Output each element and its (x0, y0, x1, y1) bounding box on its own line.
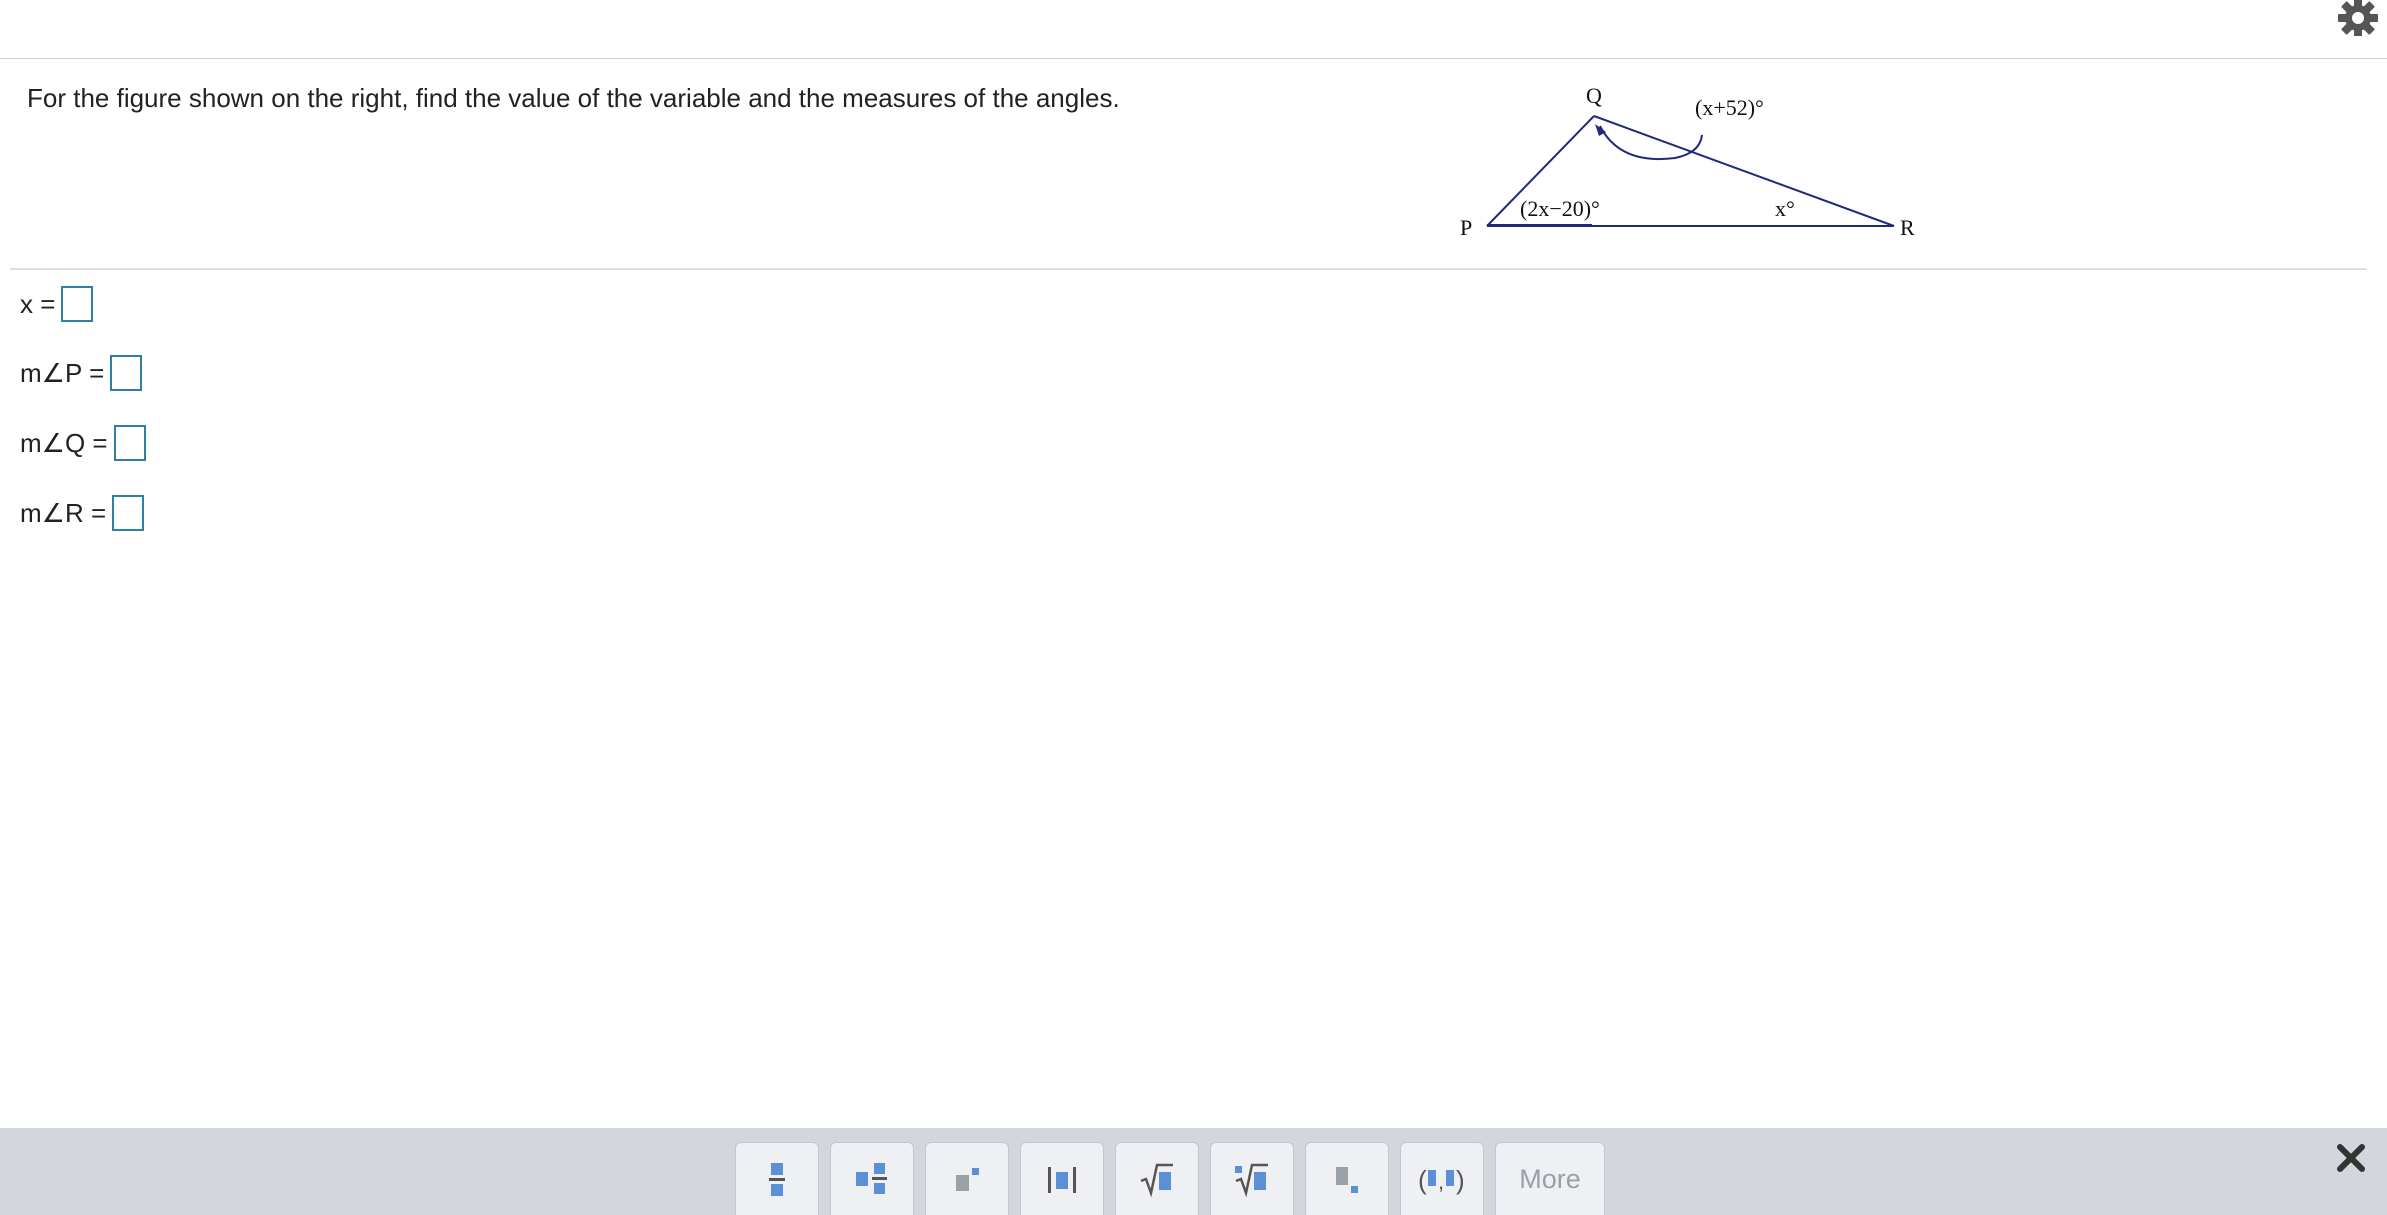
answer-row-angle-r (20, 495, 144, 531)
answer-label-angle-p: m∠P = (20, 357, 105, 388)
math-toolbar (0, 1128, 2387, 1215)
svg-text:): ) (1456, 1165, 1465, 1195)
subscript-icon (1332, 1159, 1362, 1199)
close-icon[interactable] (2333, 1140, 2369, 1176)
gear-icon[interactable] (2325, 0, 2379, 36)
angle-p-label: (2x−20)° (1520, 196, 1600, 221)
fraction-button[interactable] (735, 1142, 819, 1215)
vertex-q-label: Q (1586, 83, 1602, 108)
triangle-figure (1450, 75, 1930, 255)
square-root-icon (1139, 1159, 1175, 1199)
angle-r-label: x° (1775, 196, 1795, 221)
answer-label-x: x = (20, 288, 56, 319)
answer-row-angle-p (20, 355, 142, 391)
exponent-button[interactable] (925, 1142, 1009, 1215)
ordered-pair-icon (1417, 1159, 1467, 1199)
question-text: For the figure shown on the right, find the value of the variable and the measures of the angles. (27, 83, 1120, 113)
ordered-pair-button[interactable] (1400, 1142, 1484, 1215)
nth-root-icon (1234, 1159, 1270, 1199)
answer-label-angle-q: m∠Q = (20, 427, 108, 458)
vertex-r-label: R (1900, 215, 1915, 240)
top-bar (0, 0, 2387, 59)
square-root-button[interactable] (1115, 1142, 1199, 1215)
answer-row-x (20, 286, 93, 322)
angle-q-arc (1600, 126, 1702, 159)
svg-text:(: ( (1418, 1165, 1427, 1195)
mixed-number-button[interactable] (830, 1142, 914, 1215)
answer-input-x[interactable] (61, 286, 93, 322)
section-divider (10, 268, 2367, 270)
answer-input-angle-p[interactable] (110, 355, 142, 391)
svg-text:,: , (1438, 1169, 1445, 1194)
absolute-value-icon (1045, 1159, 1079, 1199)
answer-row-angle-q (20, 425, 146, 461)
subscript-button[interactable] (1305, 1142, 1389, 1215)
mixed-number-icon (854, 1159, 890, 1199)
exponent-icon (952, 1159, 982, 1199)
answer-input-angle-q[interactable] (114, 425, 146, 461)
answer-input-angle-r[interactable] (112, 495, 144, 531)
more-button[interactable]: More (1495, 1142, 1605, 1215)
answer-label-angle-r: m∠R = (20, 497, 107, 528)
vertex-p-label: P (1460, 215, 1473, 240)
angle-q-label: (x+52)° (1695, 95, 1764, 120)
nth-root-button[interactable] (1210, 1142, 1294, 1215)
fraction-icon (762, 1159, 792, 1199)
absolute-value-button[interactable] (1020, 1142, 1104, 1215)
